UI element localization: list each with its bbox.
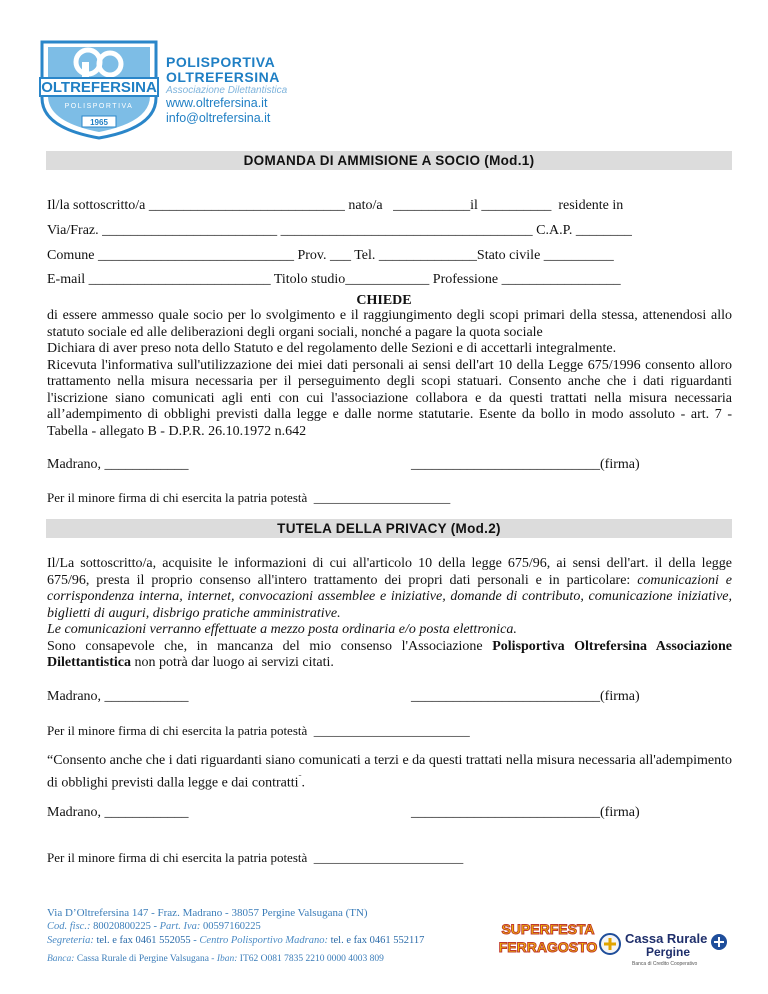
section2-paragraph-3a: Sono consapevole che, in mancanza del mio consenso l'Associazione <box>47 638 493 654</box>
sports-center-phone: tel. e fax 0461 552117 <box>330 935 425 946</box>
place-date-field[interactable]: Madrano, ____________ <box>47 457 189 472</box>
sponsor-cassa-rurale-logo <box>598 928 730 968</box>
footer-address: Via D’Oltrefersina 147 - Fraz. Madrano - 38057 Pergine Valsugana (TN) <box>47 907 368 919</box>
form-line-comune[interactable]: Comune ____________________________ Prov. ___ Tel. ______________Stato civile __________ <box>47 248 614 263</box>
signature-field[interactable]: ___________________________(firma) <box>411 457 640 472</box>
vat-label: Part. Iva: <box>159 921 201 932</box>
sponsor2-line3: Banca di Credito Cooperativo <box>632 961 698 967</box>
club-name-line1: POLISPORTIVA <box>166 54 276 70</box>
form-line-name[interactable]: Il/la sottoscritto/a ____________________________ nato/a ___________il __________ residente in <box>47 198 624 213</box>
secretariat-label: Segreteria: <box>47 935 94 946</box>
club-website: www.oltrefersina.it <box>166 96 268 110</box>
consent-end: . <box>301 775 306 791</box>
consent-minor-signature-field[interactable]: Per il minore firma di chi esercita la patria potestà _______________________ <box>47 850 464 865</box>
minor-signature-field[interactable]: Per il minore firma di chi esercita la patria potestà _____________________ <box>47 490 451 505</box>
sponsor2-line2: Pergine <box>646 945 691 959</box>
section1-paragraph-3: Ricevuta l'informativa sull'utilizzazione dei miei dati personali ai sensi dell'art 10 della Legge 675/1996 consento alloro trattamento nella misura necessaria per il perseguimento degli scopi statuari. Consento anche che i dati riguardanti l'iscrizione siano comunicati agli enti con cui l'associazione collabora e da questi trattati nella misura necessaria all’adempimento di obblighi previsti dalla legge e dalle norme statutarie. Esente da bollo in modo assoluto - art. 7 - Tabella - allegato B - D.P.R. 26.10.1972 n.642 <box>47 357 732 439</box>
superfesta-logo-icon <box>498 916 598 960</box>
sponsor1-line1: SUPERFESTA <box>501 921 595 937</box>
privacy-signature-field[interactable]: ___________________________(firma) <box>411 689 640 704</box>
iban-label: Iban: <box>216 954 238 964</box>
crest-badge-small: POLISPORTIVA <box>64 103 134 110</box>
club-subtitle: Associazione Dilettantistica <box>166 85 288 96</box>
sponsor-superfesta-logo <box>498 916 598 960</box>
cassa-rurale-logo-icon <box>598 928 730 968</box>
consent-mark: ¨ <box>298 772 302 783</box>
consent-signature-field[interactable]: ___________________________(firma) <box>411 805 640 820</box>
sponsor1-line2: FERRAGOSTO <box>498 939 598 955</box>
section1-title: DOMANDA DI AMMISIONE A SOCIO (Mod.1) <box>46 151 732 170</box>
footer-info <box>47 906 517 966</box>
club-logo <box>36 38 162 140</box>
section2-association-name: Polisportiva Oltrefersina Associazione Dilettantistica <box>47 638 732 670</box>
fiscal-code: 80020800225 <box>93 921 151 932</box>
sports-center-label: Centro Polisportivo Madrano: <box>199 935 328 946</box>
section2-paragraph-1: Il/La sottoscritto/a, acquisite le informazioni di cui all'articolo 10 della legge 675/96, ai sensi dell'art. il della legge 675/96, presta il proprio consenso all'intero trattamento dei propri dati personali e in particolare: <box>47 556 732 588</box>
club-name-line2: OLTREFERSINA <box>166 69 280 85</box>
section2-paragraph-3b: non potrà dar luogo ai servizi citati. <box>130 655 334 670</box>
iban-number: IT62 O081 7835 2210 0000 4003 809 <box>239 954 384 964</box>
club-email: info@oltrefersina.it <box>166 111 271 125</box>
section1-paragraph-2: Dichiara di aver preso nota dello Statuto e del regolamento delle Sezioni e di accettarli integralmente. <box>47 341 617 356</box>
secretariat-phone: tel. e fax 0461 552055 <box>96 935 191 946</box>
footer-fiscal: Cod. fisc.: 80020800225 - Part. Iva: 00597160225 <box>47 921 261 932</box>
third-party-consent <box>47 753 732 792</box>
section2-body <box>47 556 732 672</box>
club-name-block <box>166 55 287 126</box>
crest-badge-text: OLTREFERSINA <box>41 79 157 96</box>
form-line-address[interactable]: Via/Fraz. _________________________ ____________________________________ C.A.P. ________ <box>47 223 632 238</box>
bank-name: Cassa Rurale di Pergine Valsugana <box>76 954 209 964</box>
privacy-minor-signature-field[interactable]: Per il minore firma di chi esercita la patria potestà ________________________ <box>47 723 470 738</box>
chiede-heading: CHIEDE <box>356 293 412 308</box>
bank-label: Banca: <box>47 954 75 964</box>
footer-phones: Segreteria: tel. e fax 0461 552055 - Centro Polisportivo Madrano: tel. e fax 0461 552117 <box>47 935 425 946</box>
consent-place-date-field[interactable]: Madrano, ____________ <box>47 805 189 820</box>
section1-paragraph-1: di essere ammesso quale socio per lo svolgimento e il raggiungimento degli scopi primari della stessa, attenendosi allo statuto sociale ed alle deliberazioni degli organi sociali, nonché a pagare la quota sociale <box>47 308 732 340</box>
privacy-place-date-field[interactable]: Madrano, ____________ <box>47 689 189 704</box>
fiscal-code-label: Cod. fisc.: <box>47 921 91 932</box>
section2-paragraph-2: Le comunicazioni verranno effettuate a mezzo posta ordinaria e/o posta elettronica. <box>47 622 517 637</box>
section2-paragraph-1-italic: comunicazioni e corrispondenza interna, internet, convocazioni assemblee e iniziative, domande di contributo, comunicazione iniziative, biglietti di auguri, disbrigo pratiche amministrative. <box>47 572 732 621</box>
vat-number: 00597160225 <box>203 921 261 932</box>
section1-body <box>47 308 732 440</box>
footer-bank: Banca: Cassa Rurale di Pergine Valsugana - Iban: IT62 O081 7835 2210 0000 4003 809 <box>47 954 384 964</box>
consent-text: “Consento anche che i dati riguardanti siano comunicati a terzi e da questi trattati nella misura necessaria all'adempimento di obblighi previsti dalla legge e dai contratti <box>47 753 732 791</box>
club-crest-icon <box>36 38 162 140</box>
form-line-email[interactable]: E-mail __________________________ Titolo studio____________ Professione _________________ <box>47 272 621 287</box>
crest-year: 1965 <box>90 118 108 127</box>
section2-title: TUTELA DELLA PRIVACY (Mod.2) <box>46 519 732 538</box>
sponsor2-line1: Cassa Rurale <box>625 931 708 946</box>
